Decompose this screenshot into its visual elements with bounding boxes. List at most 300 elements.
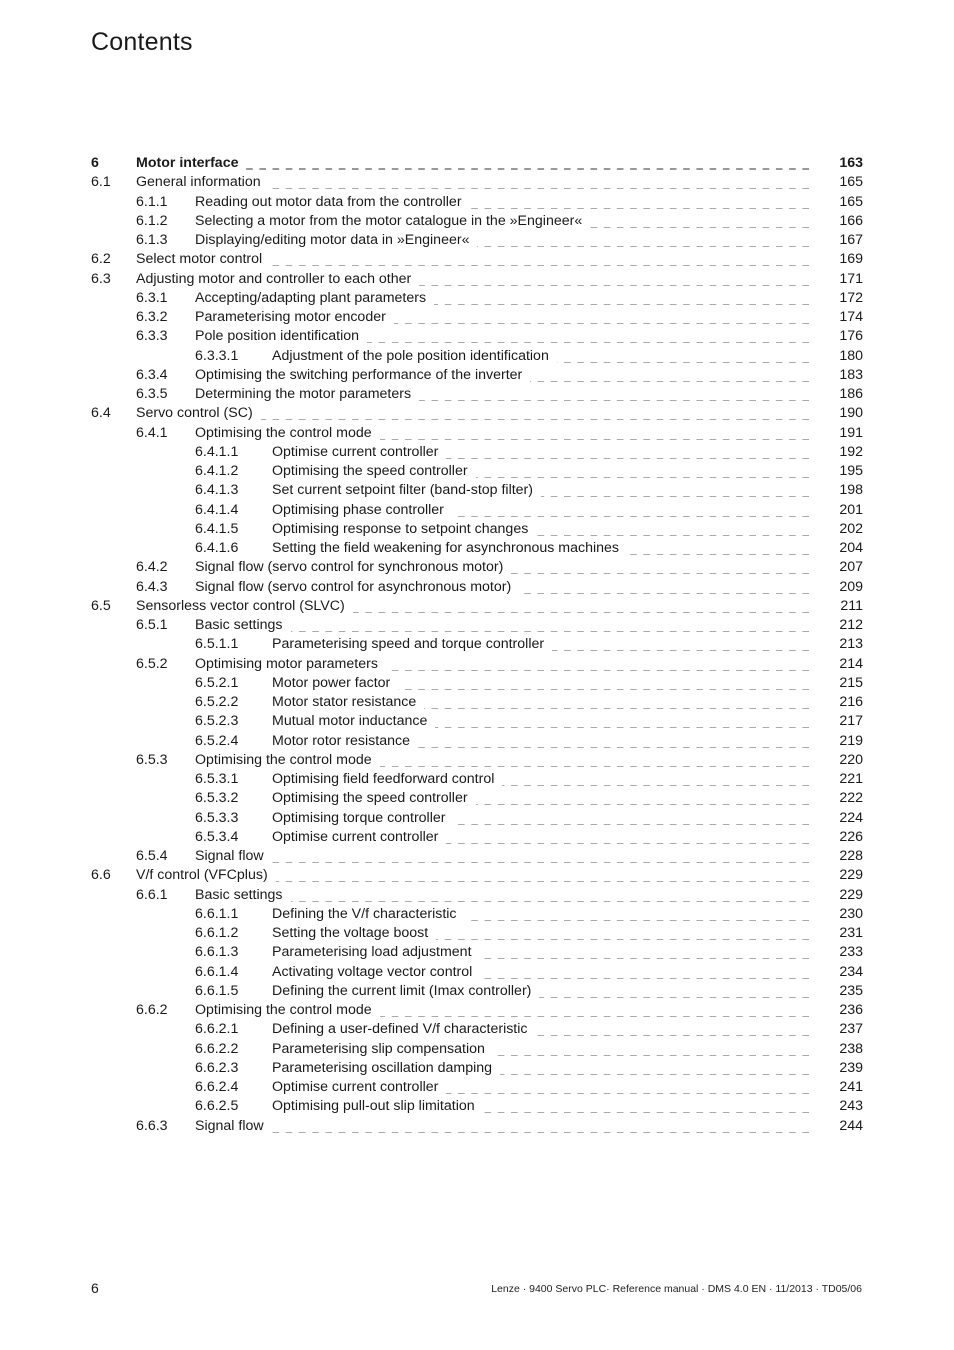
toc-entry-page[interactable]: 244 — [839, 1117, 863, 1134]
toc-entry-number: 6.4.1.5 — [195, 520, 239, 537]
toc-entry-title-line — [195, 616, 809, 635]
toc-entry-page[interactable]: 201 — [839, 501, 863, 518]
toc-entry-title[interactable]: Defining a user-defined V/f characteristic — [272, 1020, 536, 1039]
toc-entry-title-line — [272, 828, 809, 847]
toc-entry[interactable] — [0, 1078, 954, 1097]
toc-leader-dashes — [539, 982, 809, 1001]
toc-entry-number: 6.3.1 — [136, 289, 168, 306]
toc-entry-title[interactable]: General information — [136, 173, 269, 192]
toc-entry-title-line — [195, 558, 809, 577]
toc-entry-title-line — [272, 1059, 809, 1078]
toc-leader-dashes — [419, 385, 809, 404]
toc-entry-number: 6.6.3 — [136, 1117, 168, 1134]
toc-entry-number: 6.6.1.4 — [195, 963, 239, 980]
toc-entry-page[interactable]: 174 — [839, 309, 863, 325]
toc-leader-dashes — [380, 1001, 809, 1020]
toc-entry-number: 6.5.2.3 — [195, 713, 239, 730]
toc-entry-title[interactable]: Signal flow (servo control for synchronous motor) — [195, 558, 511, 577]
toc-entry[interactable] — [0, 193, 954, 212]
toc-entry-title-line — [272, 943, 809, 962]
page-title: Contents — [91, 28, 193, 56]
toc-entry-number: 6.4.1.3 — [195, 482, 239, 499]
toc-entry-title-line — [136, 597, 809, 616]
toc-entry-page[interactable]: 229 — [839, 867, 863, 884]
toc-entry-number: 6.3.3.1 — [195, 347, 239, 364]
toc-leader-dashes — [552, 635, 809, 654]
toc-entry[interactable] — [0, 712, 954, 731]
toc-entry[interactable] — [0, 289, 954, 308]
toc-entry-title[interactable]: Parameterising load adjustment — [272, 943, 480, 962]
toc-leader-dashes — [557, 347, 809, 366]
toc-entry-title[interactable]: Motor rotor resistance — [272, 732, 418, 751]
toc-leader-dashes — [353, 597, 809, 616]
toc-leader-dashes — [435, 712, 809, 731]
toc-entry-page[interactable]: 220 — [839, 751, 863, 768]
toc-entry-page[interactable]: 176 — [839, 328, 863, 345]
toc-entry[interactable] — [0, 597, 954, 616]
toc-entry-number: 6.6.2.4 — [195, 1079, 239, 1095]
toc-entry-title[interactable]: Selecting a motor from the motor catalogue in the »Engineer« — [195, 212, 590, 231]
toc-entry[interactable] — [0, 231, 954, 250]
toc-entry-title[interactable]: Parameterising slip compensation — [272, 1040, 493, 1059]
toc-entry-page[interactable]: 183 — [839, 366, 863, 383]
toc-entry-number: 6.1.1 — [136, 193, 168, 210]
toc-entry-title[interactable]: Basic settings — [195, 886, 291, 905]
toc-leader-dashes — [291, 616, 809, 635]
toc-entry-page[interactable]: 233 — [839, 944, 863, 961]
toc-entry-page[interactable]: 192 — [839, 443, 863, 460]
toc-entry-number: 6.1.3 — [136, 232, 168, 248]
toc-entry-title-line — [195, 424, 809, 443]
toc-leader-dashes — [476, 789, 809, 808]
toc-entry-title[interactable]: Motor interface — [136, 154, 246, 173]
toc-entry-number: 6.2 — [91, 251, 111, 268]
toc-entry-title[interactable]: Optimising the speed controller — [272, 462, 476, 481]
toc-leader-dashes — [398, 674, 809, 693]
toc-entry-page[interactable]: 165 — [839, 174, 863, 191]
toc-entry-title-line — [272, 963, 809, 982]
toc-entry-number: 6.5.1 — [136, 617, 168, 633]
toc-leader-dashes — [419, 270, 809, 289]
toc-entry[interactable] — [0, 943, 954, 962]
toc-entry[interactable] — [0, 770, 954, 789]
toc-entry-title[interactable]: Basic settings — [195, 616, 291, 635]
toc-entry-page[interactable]: 237 — [839, 1021, 863, 1038]
toc-entry-number: 6.5.2.4 — [195, 732, 239, 749]
toc-entry-page[interactable]: 243 — [839, 1098, 863, 1115]
toc-entry-title[interactable]: Activating voltage vector control — [272, 963, 480, 982]
toc-entry-title-line — [195, 385, 809, 404]
toc-leader-dashes — [470, 193, 809, 212]
toc-leader-dashes — [483, 1097, 809, 1116]
toc-entry-page[interactable]: 163 — [839, 155, 863, 171]
toc-leader-dashes — [536, 520, 809, 539]
toc-leader-dashes — [452, 501, 809, 520]
toc-leader-dashes — [480, 963, 809, 982]
toc-entry-title[interactable]: Adjustment of the pole position identification — [272, 347, 557, 366]
toc-entry-number: 6 — [91, 155, 99, 171]
toc-entry-title-line — [272, 462, 809, 481]
toc-entry-number: 6.3 — [91, 270, 111, 287]
toc-entry-number: 6.5 — [91, 597, 111, 614]
toc-entry-title-line — [272, 905, 809, 924]
toc-entry[interactable] — [0, 385, 954, 404]
toc-entry-title-line — [272, 635, 809, 654]
toc-entry-title[interactable]: Optimising response to setpoint changes — [272, 520, 536, 539]
toc-entry-page[interactable]: 216 — [839, 694, 863, 710]
toc-leader-dashes — [590, 212, 809, 231]
toc-entry-title-line — [195, 1001, 809, 1020]
toc-entry[interactable] — [0, 308, 954, 327]
toc-entry-title-line — [195, 289, 809, 308]
toc-entry-title-line — [272, 1078, 809, 1097]
toc-entry-title[interactable]: Optimising the control mode — [195, 424, 380, 443]
toc-entry[interactable] — [0, 963, 954, 982]
toc-entry-title-line — [272, 1020, 809, 1039]
toc-entry[interactable] — [0, 481, 954, 500]
toc-entry-page[interactable]: 166 — [839, 212, 863, 229]
toc-entry-number: 6.1 — [91, 174, 111, 191]
toc-entry[interactable] — [0, 616, 954, 635]
toc-entry-title-line — [195, 751, 809, 770]
toc-entry[interactable] — [0, 732, 954, 751]
toc-entry-page[interactable]: 215 — [839, 674, 863, 691]
toc-leader-dashes — [446, 1078, 809, 1097]
toc-leader-dashes — [446, 828, 809, 847]
toc-entry-title[interactable]: Optimising phase controller — [272, 501, 452, 520]
toc-entry-page[interactable]: 186 — [839, 386, 863, 402]
toc-entry[interactable] — [0, 212, 954, 231]
toc-entry-number: 6.6.2.2 — [195, 1040, 239, 1057]
toc-entry-page[interactable]: 167 — [839, 232, 863, 248]
toc-entry-number: 6.5.3.2 — [195, 790, 239, 807]
toc-entry[interactable] — [0, 789, 954, 808]
toc-entry-page[interactable]: 213 — [839, 636, 863, 653]
toc-entry-page[interactable]: 212 — [839, 617, 863, 633]
toc-entry[interactable] — [0, 655, 954, 674]
toc-entry[interactable] — [0, 327, 954, 346]
toc-leader-dashes — [500, 1059, 809, 1078]
toc-entry-number: 6.5.2 — [136, 655, 168, 672]
toc-leader-dashes — [453, 809, 809, 828]
toc-leader-dashes — [541, 481, 809, 500]
toc-entry[interactable] — [0, 1059, 954, 1078]
toc-entry-number: 6.5.3 — [136, 751, 168, 768]
toc-entry[interactable] — [0, 270, 954, 289]
toc-entry-page[interactable]: 241 — [839, 1079, 863, 1095]
toc-entry-number: 6.6.1.1 — [195, 905, 239, 922]
toc-entry-title-line — [195, 886, 809, 905]
toc-leader-dashes — [536, 1020, 810, 1039]
toc-entry-title-line — [272, 481, 809, 500]
toc-entry[interactable] — [0, 173, 954, 192]
toc-leader-dashes — [493, 1040, 809, 1059]
toc-entry-title-line — [136, 154, 809, 173]
toc-entry[interactable] — [0, 1117, 954, 1136]
toc-entry-title-line — [272, 770, 809, 789]
toc-entry-page[interactable]: 217 — [839, 713, 863, 730]
toc-entry-title-line — [195, 366, 809, 385]
toc-entry-number: 6.4.1.6 — [195, 540, 239, 556]
toc-entry-number: 6.3.2 — [136, 309, 168, 325]
toc-entry-number: 6.6.2.1 — [195, 1021, 239, 1038]
toc-entry-page[interactable]: 228 — [839, 848, 863, 864]
toc-entry-title-line — [195, 231, 809, 250]
toc-entry-title[interactable]: Optimise current controller — [272, 443, 446, 462]
table-of-contents — [0, 154, 954, 1136]
toc-entry-number: 6.6.2 — [136, 1002, 168, 1018]
toc-entry-number: 6.3.5 — [136, 386, 168, 402]
toc-entry[interactable] — [0, 404, 954, 423]
toc-leader-dashes — [424, 693, 809, 712]
toc-entry-title-line — [272, 539, 809, 558]
toc-entry-title[interactable]: Optimise current controller — [272, 828, 446, 847]
toc-entry-title[interactable]: Setting the field weakening for asynchronous machines — [272, 539, 627, 558]
toc-entry-page[interactable]: 235 — [839, 982, 863, 999]
toc-entry-title-line — [195, 578, 809, 597]
toc-entry-title-line — [272, 1097, 809, 1116]
toc-entry-title[interactable]: Defining the current limit (Imax controller) — [272, 982, 539, 1001]
toc-entry-page[interactable]: 191 — [839, 424, 863, 441]
toc-entry-number: 6.5.1.1 — [195, 636, 239, 653]
toc-entry-title-line — [136, 270, 809, 289]
toc-entry-page[interactable]: 221 — [839, 771, 863, 787]
toc-entry-page[interactable]: 229 — [839, 886, 863, 903]
toc-leader-dashes — [270, 250, 809, 269]
toc-entry[interactable] — [0, 635, 954, 654]
toc-entry-page[interactable]: 169 — [839, 251, 863, 268]
toc-entry-title-line — [272, 712, 809, 731]
toc-entry-title[interactable]: Set current setpoint filter (band-stop filter) — [272, 481, 541, 500]
toc-leader-dashes — [446, 443, 809, 462]
toc-entry-title[interactable]: Optimising motor parameters — [195, 655, 386, 674]
toc-entry[interactable] — [0, 693, 954, 712]
page-number: 6 — [91, 1280, 99, 1296]
toc-entry-title[interactable]: V/f control (VFCplus) — [136, 866, 276, 885]
toc-entry-title-line — [272, 732, 809, 751]
toc-leader-dashes — [386, 655, 809, 674]
toc-entry-number: 6.6 — [91, 867, 111, 884]
toc-entry-title[interactable]: Reading out motor data from the controller — [195, 193, 470, 212]
toc-entry-page[interactable]: 222 — [839, 790, 863, 807]
toc-entry-title[interactable]: Optimising the control mode — [195, 751, 380, 770]
toc-entry-page[interactable]: 165 — [839, 193, 863, 210]
toc-entry-number: 6.4.2 — [136, 559, 168, 576]
toc-entry-page[interactable]: 211 — [840, 597, 863, 614]
toc-leader-dashes — [476, 462, 809, 481]
toc-entry-page[interactable]: 198 — [839, 482, 863, 499]
toc-entry-page[interactable]: 190 — [839, 405, 863, 422]
toc-entry[interactable] — [0, 462, 954, 481]
toc-entry-title[interactable]: Select motor control — [136, 250, 270, 269]
toc-entry-title-line — [272, 501, 809, 520]
toc-entry-title[interactable]: Defining the V/f characteristic — [272, 905, 465, 924]
toc-entry-page[interactable]: 230 — [839, 905, 863, 922]
toc-entry-title-line — [272, 693, 809, 712]
toc-entry-title[interactable]: Signal flow — [195, 1117, 272, 1136]
toc-entry-number: 6.5.3.3 — [195, 809, 239, 826]
toc-leader-dashes — [627, 539, 809, 558]
toc-entry[interactable] — [0, 443, 954, 462]
toc-entry-title-line — [272, 443, 809, 462]
toc-leader-dashes — [530, 366, 809, 385]
toc-entry-title-line — [272, 924, 809, 943]
toc-entry-title-line — [195, 327, 809, 346]
toc-entry-page[interactable]: 180 — [839, 347, 863, 364]
toc-entry-page[interactable]: 209 — [839, 578, 863, 595]
toc-entry-number: 6.5.2.2 — [195, 694, 239, 710]
toc-entry[interactable] — [0, 558, 954, 577]
toc-entry-title[interactable]: Motor stator resistance — [272, 693, 424, 712]
toc-entry-title-line — [195, 655, 809, 674]
toc-entry-number: 6.6.1.2 — [195, 925, 239, 941]
toc-entry[interactable] — [0, 751, 954, 770]
toc-entry-title-line — [136, 404, 809, 423]
toc-leader-dashes — [511, 558, 809, 577]
toc-entry-page[interactable]: 171 — [839, 270, 863, 287]
toc-entry[interactable] — [0, 905, 954, 924]
toc-entry-page[interactable]: 238 — [839, 1040, 863, 1057]
toc-entry-page[interactable]: 172 — [839, 289, 863, 306]
toc-entry[interactable] — [0, 1097, 954, 1116]
toc-entry-title[interactable]: Parameterising motor encoder — [195, 308, 394, 327]
toc-entry-title[interactable]: Parameterising oscillation damping — [272, 1059, 500, 1078]
toc-entry[interactable] — [0, 1040, 954, 1059]
toc-entry-title[interactable]: Signal flow (servo control for asynchronous motor) — [195, 578, 519, 597]
footer-document-info: Lenze · 9400 Servo PLC· Reference manual · DMS 4.0 EN · 11/2013 · TD05/06 — [491, 1283, 862, 1295]
toc-entry-page[interactable]: 226 — [839, 828, 863, 845]
toc-entry-title-line — [272, 520, 809, 539]
toc-entry-page[interactable]: 207 — [839, 559, 863, 576]
toc-entry-title[interactable]: Pole position identification — [195, 327, 367, 346]
toc-entry-title[interactable]: Optimising the speed controller — [272, 789, 476, 808]
toc-entry[interactable] — [0, 347, 954, 366]
toc-entry-title-line — [272, 809, 809, 828]
toc-entry-title-line — [272, 982, 809, 1001]
toc-leader-dashes — [394, 308, 809, 327]
toc-leader-dashes — [436, 924, 809, 943]
toc-entry[interactable] — [0, 520, 954, 539]
toc-entry-title[interactable]: Accepting/adapting plant parameters — [195, 289, 434, 308]
toc-entry[interactable] — [0, 866, 954, 885]
toc-entry-number: 6.4.1.1 — [195, 443, 239, 460]
toc-entry[interactable] — [0, 847, 954, 866]
toc-entry-page[interactable]: 239 — [839, 1059, 863, 1076]
toc-entry[interactable] — [0, 886, 954, 905]
toc-entry-page[interactable]: 202 — [839, 520, 863, 537]
toc-entry-page[interactable]: 219 — [839, 732, 863, 749]
toc-entry-title[interactable]: Setting the voltage boost — [272, 924, 436, 943]
toc-entry-title[interactable]: Optimising field feedforward control — [272, 770, 502, 789]
toc-entry-number: 6.6.2.5 — [195, 1098, 239, 1115]
toc-entry[interactable] — [0, 250, 954, 269]
toc-entry[interactable] — [0, 424, 954, 443]
toc-entry-number: 6.4.1.2 — [195, 463, 239, 479]
toc-entry-title[interactable]: Adjusting motor and controller to each other — [136, 270, 419, 289]
toc-entry-title-line — [195, 847, 809, 866]
toc-entry[interactable] — [0, 501, 954, 520]
toc-leader-dashes — [272, 847, 809, 866]
toc-entry-title[interactable]: Determining the motor parameters — [195, 385, 419, 404]
toc-entry-number: 6.5.3.4 — [195, 828, 239, 845]
toc-entry-number: 6.6.1.5 — [195, 982, 239, 999]
toc-entry-page[interactable]: 224 — [839, 809, 863, 826]
toc-entry-title[interactable]: Optimise current controller — [272, 1078, 446, 1097]
toc-entry-title-line — [272, 347, 809, 366]
toc-leader-dashes — [465, 905, 809, 924]
toc-leader-dashes — [367, 327, 809, 346]
toc-entry-page[interactable]: 204 — [839, 540, 863, 556]
toc-leader-dashes — [477, 231, 809, 250]
toc-entry[interactable] — [0, 674, 954, 693]
toc-entry-title-line — [272, 674, 809, 693]
toc-leader-dashes — [291, 886, 809, 905]
toc-leader-dashes — [261, 404, 809, 423]
toc-entry-title-line — [136, 866, 809, 885]
toc-leader-dashes — [480, 943, 809, 962]
toc-entry-title[interactable]: Sensorless vector control (SLVC) — [136, 597, 353, 616]
toc-entry-number: 6.6.1.3 — [195, 944, 239, 961]
toc-entry-title[interactable]: Servo control (SC) — [136, 404, 261, 423]
toc-entry[interactable] — [0, 539, 954, 558]
toc-entry-title-line — [136, 250, 809, 269]
toc-entry[interactable] — [0, 578, 954, 597]
toc-entry-number: 6.5.2.1 — [195, 674, 239, 691]
toc-entry[interactable] — [0, 1001, 954, 1020]
toc-leader-dashes — [272, 1117, 809, 1136]
toc-entry-page[interactable]: 234 — [839, 963, 863, 980]
toc-entry-title[interactable]: Signal flow — [195, 847, 272, 866]
toc-entry-page[interactable]: 236 — [839, 1002, 863, 1018]
toc-entry-title-line — [195, 308, 809, 327]
toc-leader-dashes — [276, 866, 809, 885]
toc-entry-title[interactable]: Optimising pull-out slip limitation — [272, 1097, 483, 1116]
toc-entry-title-line — [136, 173, 809, 192]
toc-entry-title-line — [195, 212, 809, 231]
toc-entry[interactable] — [0, 366, 954, 385]
toc-leader-dashes — [519, 578, 809, 597]
toc-leader-dashes — [380, 751, 809, 770]
toc-entry-title[interactable]: Optimising the switching performance of the inverter — [195, 366, 530, 385]
toc-entry[interactable] — [0, 924, 954, 943]
toc-entry-number: 6.6.1 — [136, 886, 168, 903]
toc-entry-number: 6.5.3.1 — [195, 771, 239, 787]
toc-entry-title[interactable]: Parameterising speed and torque controller — [272, 635, 552, 654]
toc-entry-page[interactable]: 214 — [839, 655, 863, 672]
toc-entry-title[interactable]: Optimising the control mode — [195, 1001, 380, 1020]
toc-entry-title[interactable]: Optimising torque controller — [272, 809, 453, 828]
toc-entry[interactable] — [0, 982, 954, 1001]
toc-entry[interactable] — [0, 154, 954, 173]
toc-entry-title[interactable]: Mutual motor inductance — [272, 712, 435, 731]
toc-entry-page[interactable]: 231 — [839, 925, 863, 941]
toc-entry-title-line — [195, 1117, 809, 1136]
toc-entry[interactable] — [0, 1020, 954, 1039]
toc-leader-dashes — [502, 770, 809, 789]
toc-entry-page[interactable]: 195 — [839, 463, 863, 479]
toc-entry-title-line — [195, 193, 809, 212]
toc-entry-title[interactable]: Displaying/editing motor data in »Engineer« — [195, 231, 477, 250]
toc-entry-title[interactable]: Motor power factor — [272, 674, 398, 693]
toc-leader-dashes — [380, 424, 809, 443]
toc-entry[interactable] — [0, 828, 954, 847]
toc-entry-number: 6.6.2.3 — [195, 1059, 239, 1076]
toc-entry[interactable] — [0, 809, 954, 828]
toc-entry-number: 6.3.3 — [136, 328, 168, 345]
toc-leader-dashes — [269, 173, 809, 192]
toc-entry-number: 6.3.4 — [136, 366, 168, 383]
toc-entry-number: 6.1.2 — [136, 212, 168, 229]
